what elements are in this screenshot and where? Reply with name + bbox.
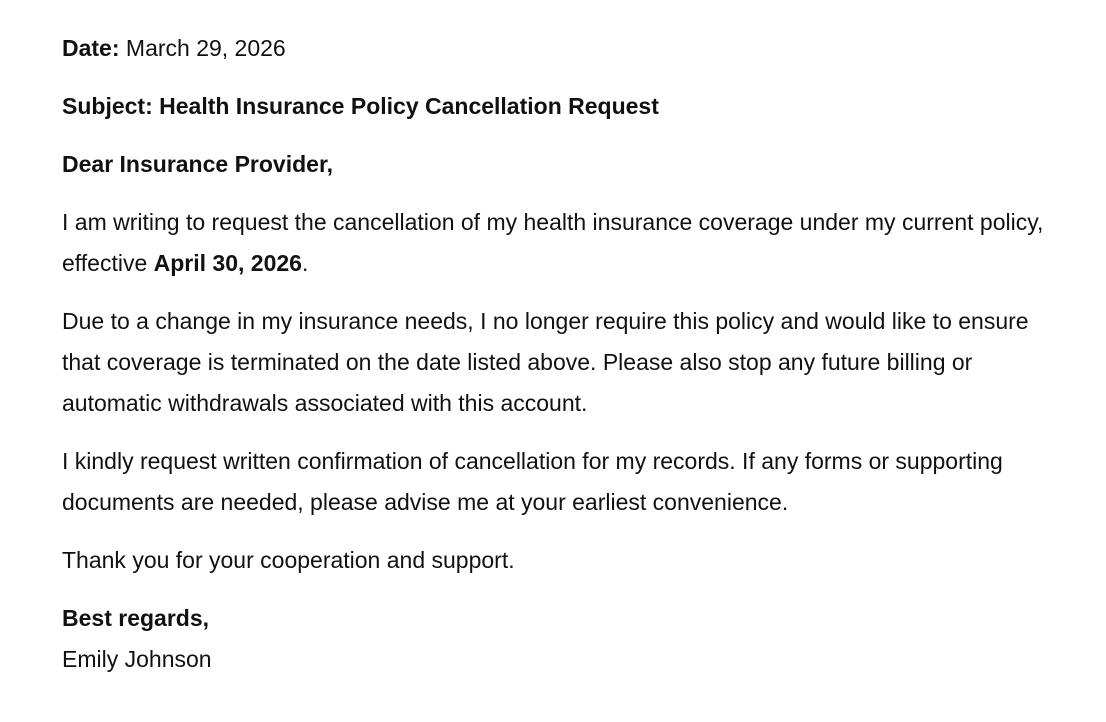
subject-line bbox=[62, 86, 1072, 127]
paragraph-request-text: I am writing to request the cancellation of my health insurance coverage under my current policy, effective bbox=[62, 209, 1044, 276]
letter-document bbox=[62, 28, 1072, 680]
paragraph-request bbox=[62, 202, 1072, 284]
date-value: March 29, 2026 bbox=[119, 35, 286, 61]
closing: Best regards, bbox=[62, 605, 210, 631]
greeting: Dear Insurance Provider, bbox=[62, 151, 334, 177]
subject-value: Health Insurance Policy Cancellation Request bbox=[152, 93, 659, 119]
paragraph-thanks: Thank you for your cooperation and support. bbox=[62, 547, 515, 573]
paragraph-reason: Due to a change in my insurance needs, I no longer require this policy and would like to ensure that coverage is terminated on the date listed above. Please also stop any future billing or automatic withdrawals associated with this account. bbox=[62, 308, 1029, 416]
date-label: Date: bbox=[62, 35, 120, 61]
subject-label: Subject: bbox=[62, 93, 153, 119]
date-line bbox=[62, 28, 1072, 69]
paragraph-confirmation: I kindly request written confirmation of cancellation for my records. If any forms or supporting documents are needed, please advise me at your earliest convenience. bbox=[62, 448, 1003, 515]
effective-date: April 30, 2026 bbox=[153, 250, 302, 276]
paragraph-request-end: . bbox=[301, 250, 309, 276]
signature-name: Emily Johnson bbox=[62, 646, 212, 672]
